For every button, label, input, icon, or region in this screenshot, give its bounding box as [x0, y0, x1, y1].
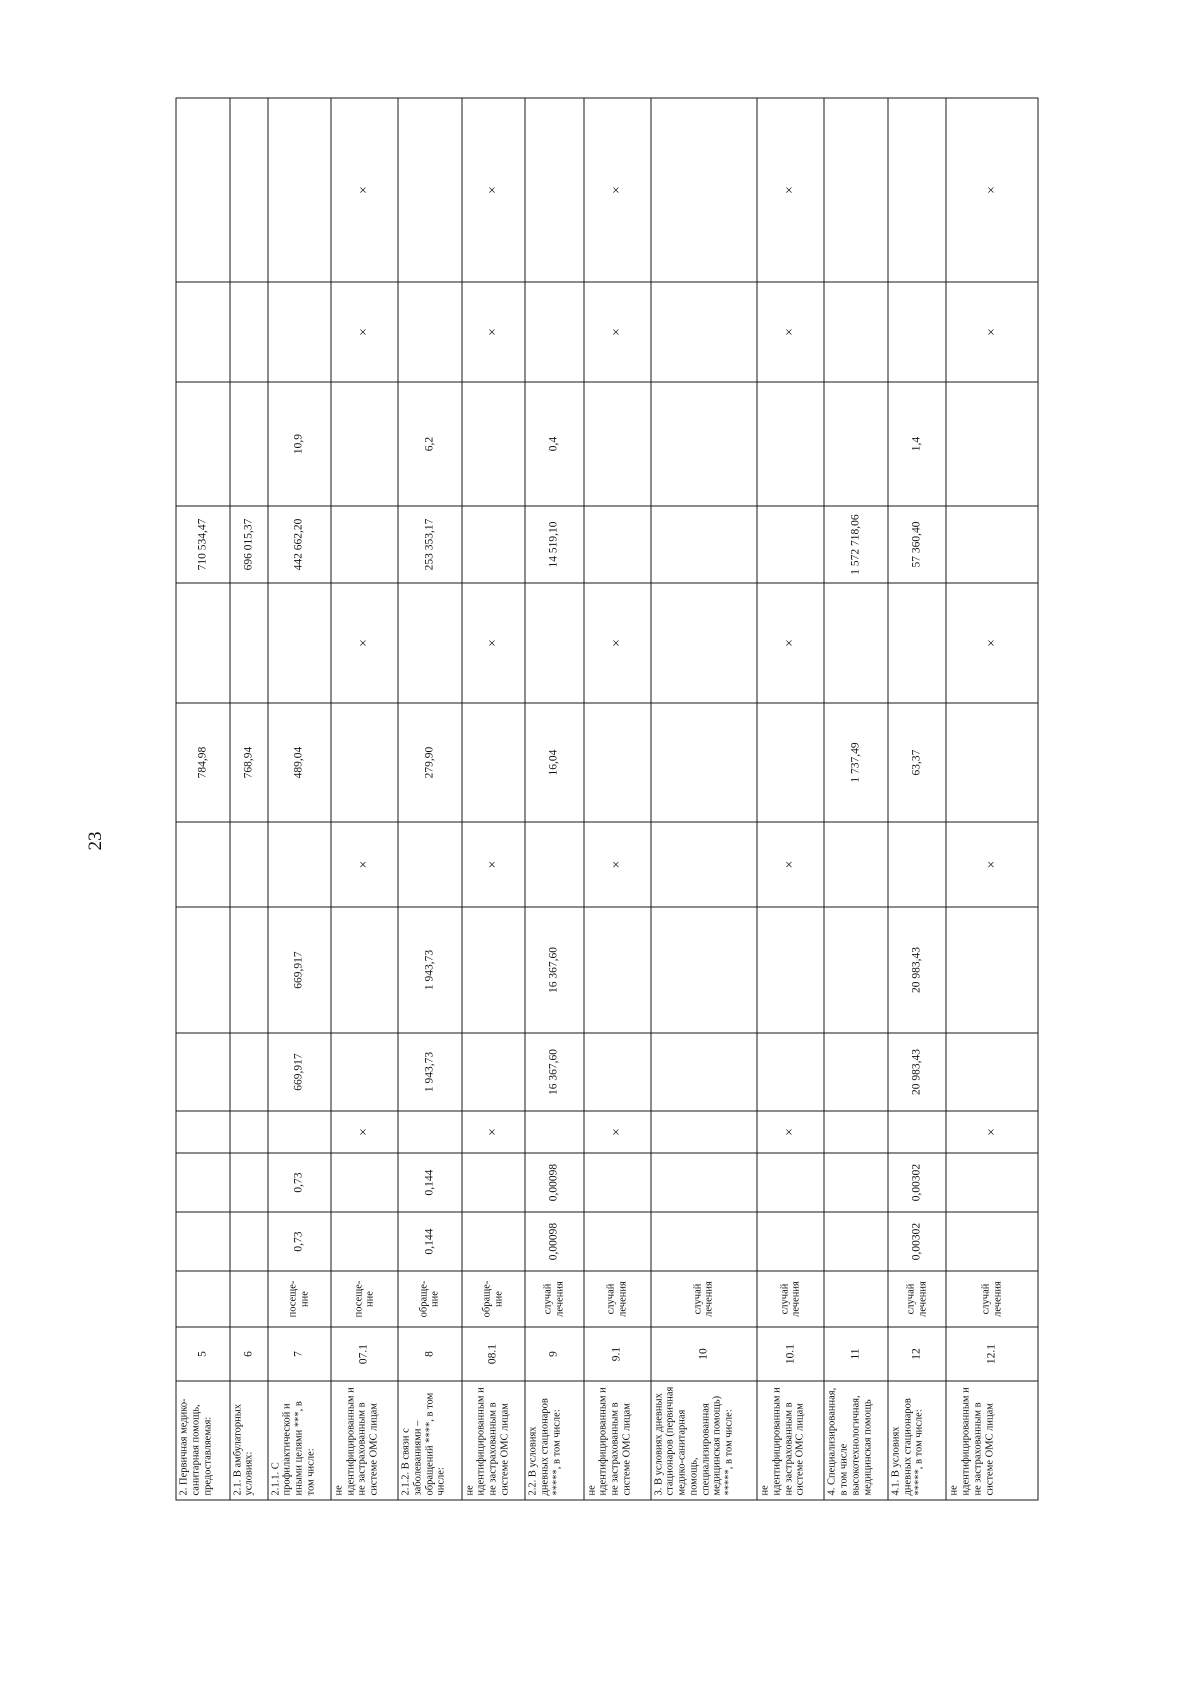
norm-volume-oms [824, 1153, 887, 1212]
unit-cost-total: 1 943,73 [398, 1033, 461, 1111]
cost-total: 253 353,17 [398, 506, 461, 583]
unit-cost-na-cell [267, 822, 330, 907]
norm-volume-total [461, 1212, 524, 1271]
unit-cell [229, 1271, 267, 1327]
unit-cost-total [824, 1033, 887, 1111]
cost-share [461, 382, 524, 506]
per-capita-norm: 489,04 [267, 703, 330, 822]
unit-cost-na-cell [887, 822, 946, 907]
per-capita-na-cell: × [583, 583, 650, 703]
unit-cost-oms [650, 907, 756, 1033]
per-capita-na-cell [887, 583, 946, 703]
cost-total [330, 506, 397, 583]
norm-volume-total: 0,73 [267, 1212, 330, 1271]
per-capita-norm: 63,37 [887, 703, 946, 822]
unit-cost-na-cell: × [946, 822, 1038, 907]
financing-table [175, 97, 1038, 1500]
row-code: 6 [229, 1327, 267, 1381]
financing-table-rotated [175, 98, 1038, 1500]
row-code: 8 [398, 1327, 461, 1381]
norm-volume-oms [330, 1153, 397, 1212]
per-capita-norm: 279,90 [398, 703, 461, 822]
unit-cell: посеще-ние [330, 1271, 397, 1327]
page-number: 23 [85, 831, 106, 851]
unit-cost-oms [946, 907, 1038, 1033]
cost-total: 696 015,37 [229, 506, 267, 583]
cost-na-cell: × [330, 282, 397, 382]
total-na-cell [525, 98, 584, 282]
total-na-cell [650, 98, 756, 282]
cost-total: 1 572 718,06 [824, 506, 887, 583]
per-capita-na-cell [398, 583, 461, 703]
unit-cost-total: 20 983,43 [887, 1033, 946, 1111]
unit-cost-oms [757, 907, 824, 1033]
cost-share [946, 382, 1038, 506]
unit-cost-total [583, 1033, 650, 1111]
norm-volume-total [757, 1212, 824, 1271]
per-capita-norm [330, 703, 397, 822]
total-na-cell [176, 98, 230, 282]
volume-na-cell: × [461, 1111, 524, 1153]
cost-na-cell [229, 282, 267, 382]
total-na-cell: × [946, 98, 1038, 282]
norm-volume-oms [946, 1153, 1038, 1212]
cost-share [229, 382, 267, 506]
norm-volume-oms [650, 1153, 756, 1212]
per-capita-na-cell [229, 583, 267, 703]
table-row [267, 98, 330, 1500]
total-na-cell: × [583, 98, 650, 282]
unit-cost-na-cell: × [583, 822, 650, 907]
total-na-cell: × [757, 98, 824, 282]
table-row [461, 98, 524, 1500]
norm-volume-oms: 0,00098 [525, 1153, 584, 1212]
unit-cost-total: 16 367,60 [525, 1033, 584, 1111]
per-capita-na-cell: × [757, 583, 824, 703]
norm-volume-oms [229, 1153, 267, 1212]
per-capita-norm [583, 703, 650, 822]
row-label: 3. В условиях дневных стационаров (первичная медико-санитарная помощь, специализированная медицинская помощь) *****, в том числе: [650, 1381, 756, 1500]
table-row [887, 98, 946, 1500]
unit-cost-oms [824, 907, 887, 1033]
per-capita-norm: 16,04 [525, 703, 584, 822]
unit-cell: случай лечения [525, 1271, 584, 1327]
cost-share [330, 382, 397, 506]
cost-na-cell: × [946, 282, 1038, 382]
cost-share [757, 382, 824, 506]
volume-na-cell: × [757, 1111, 824, 1153]
cost-share [824, 382, 887, 506]
cost-share [583, 382, 650, 506]
row-code: 9.1 [583, 1327, 650, 1381]
unit-cost-total [330, 1033, 397, 1111]
per-capita-na-cell: × [461, 583, 524, 703]
table-row [946, 98, 1038, 1500]
cost-na-cell [650, 282, 756, 382]
row-label: 2.1. В амбулаторных условиях: [229, 1381, 267, 1500]
per-capita-norm [757, 703, 824, 822]
row-code: 08.1 [461, 1327, 524, 1381]
norm-volume-total [824, 1212, 887, 1271]
unit-cost-oms [229, 907, 267, 1033]
unit-cell: случай лечения [757, 1271, 824, 1327]
table-row [650, 98, 756, 1500]
cost-na-cell: × [757, 282, 824, 382]
norm-volume-total [946, 1212, 1038, 1271]
volume-na-cell [525, 1111, 584, 1153]
per-capita-norm: 768,94 [229, 703, 267, 822]
unit-cost-oms [330, 907, 397, 1033]
table-row [229, 98, 267, 1500]
row-label: не идентифицированным и не застрахованным в системе ОМС лицам [946, 1381, 1038, 1500]
unit-cell: обраще-ние [461, 1271, 524, 1327]
unit-cost-oms: 20 983,43 [887, 907, 946, 1033]
cost-share: 1,4 [887, 382, 946, 506]
unit-cost-total [757, 1033, 824, 1111]
volume-na-cell [398, 1111, 461, 1153]
row-label: не идентифицированным и не застрахованным в системе ОМС лицам [757, 1381, 824, 1500]
row-label: 2.1.2. В связи с заболеваниями – обращений ****, в том числе: [398, 1381, 461, 1500]
norm-volume-total [229, 1212, 267, 1271]
volume-na-cell: × [946, 1111, 1038, 1153]
row-code: 11 [824, 1327, 887, 1381]
total-na-cell [398, 98, 461, 282]
table-row [525, 98, 584, 1500]
norm-volume-total [583, 1212, 650, 1271]
norm-volume-oms [583, 1153, 650, 1212]
norm-volume-total [176, 1212, 230, 1271]
volume-na-cell [650, 1111, 756, 1153]
total-na-cell: × [461, 98, 524, 282]
row-code: 10.1 [757, 1327, 824, 1381]
per-capita-norm [946, 703, 1038, 822]
volume-na-cell: × [583, 1111, 650, 1153]
cost-na-cell [887, 282, 946, 382]
cost-na-cell: × [461, 282, 524, 382]
unit-cost-total [176, 1033, 230, 1111]
cost-na-cell [398, 282, 461, 382]
norm-volume-total: 0,144 [398, 1212, 461, 1271]
unit-cost-total [946, 1033, 1038, 1111]
unit-cost-total [650, 1033, 756, 1111]
per-capita-na-cell: × [946, 583, 1038, 703]
row-label: 2.2. В условиях дневных стационаров *****, в том числе: [525, 1381, 584, 1500]
unit-cell: случай лечения [946, 1271, 1038, 1327]
unit-cell: посеще-ние [267, 1271, 330, 1327]
row-label: 2.1.1. С профилактической и иными целями ***, в том числе: [267, 1381, 330, 1500]
norm-volume-oms [757, 1153, 824, 1212]
per-capita-norm: 1 737,49 [824, 703, 887, 822]
cost-total: 710 534,47 [176, 506, 230, 583]
cost-share [650, 382, 756, 506]
unit-cost-na-cell: × [330, 822, 397, 907]
unit-cost-oms [583, 907, 650, 1033]
per-capita-na-cell [650, 583, 756, 703]
per-capita-norm: 784,98 [176, 703, 230, 822]
row-label: не идентифицированным и не застрахованным в системе ОМС лицам [461, 1381, 524, 1500]
table-row [583, 98, 650, 1500]
unit-cost-na-cell: × [757, 822, 824, 907]
unit-cost-na-cell [176, 822, 230, 907]
unit-cost-na-cell [650, 822, 756, 907]
unit-cost-na-cell [398, 822, 461, 907]
norm-volume-oms: 0,00302 [887, 1153, 946, 1212]
volume-na-cell [267, 1111, 330, 1153]
per-capita-na-cell [267, 583, 330, 703]
row-label: 4.1. В условиях дневных стационаров *****, в том числе: [887, 1381, 946, 1500]
unit-cell [176, 1271, 230, 1327]
cost-total [650, 506, 756, 583]
cost-na-cell [176, 282, 230, 382]
volume-na-cell [887, 1111, 946, 1153]
cost-total [583, 506, 650, 583]
unit-cell: случай лечения [583, 1271, 650, 1327]
per-capita-norm [461, 703, 524, 822]
unit-cost-oms: 1 943,73 [398, 907, 461, 1033]
unit-cost-na-cell [229, 822, 267, 907]
row-code: 12 [887, 1327, 946, 1381]
per-capita-na-cell [176, 583, 230, 703]
per-capita-norm [650, 703, 756, 822]
cost-total [461, 506, 524, 583]
norm-volume-total [330, 1212, 397, 1271]
unit-cost-na-cell [525, 822, 584, 907]
cost-na-cell [267, 282, 330, 382]
unit-cost-na-cell [824, 822, 887, 907]
unit-cell [824, 1271, 887, 1327]
cost-total: 57 360,40 [887, 506, 946, 583]
row-label: 4. Специализированная, в том числе высокотехнологичная, медицинская помощь [824, 1381, 887, 1500]
unit-cell: случай лечения [887, 1271, 946, 1327]
total-na-cell [267, 98, 330, 282]
cost-total: 442 662,20 [267, 506, 330, 583]
total-na-cell [887, 98, 946, 282]
table-row [757, 98, 824, 1500]
unit-cost-total [229, 1033, 267, 1111]
per-capita-na-cell [824, 583, 887, 703]
table-row [824, 98, 887, 1500]
row-code: 07.1 [330, 1327, 397, 1381]
cost-total: 14 519,10 [525, 506, 584, 583]
norm-volume-oms [176, 1153, 230, 1212]
table-row [330, 98, 397, 1500]
unit-cost-oms [176, 907, 230, 1033]
cost-na-cell [824, 282, 887, 382]
volume-na-cell: × [330, 1111, 397, 1153]
row-code: 10 [650, 1327, 756, 1381]
row-code: 5 [176, 1327, 230, 1381]
unit-cost-total: 669,917 [267, 1033, 330, 1111]
unit-cost-oms: 669,917 [267, 907, 330, 1033]
cost-share: 10,9 [267, 382, 330, 506]
norm-volume-oms: 0,73 [267, 1153, 330, 1212]
per-capita-na-cell: × [330, 583, 397, 703]
unit-cost-total [461, 1033, 524, 1111]
cost-na-cell [525, 282, 584, 382]
cost-total [946, 506, 1038, 583]
unit-cost-na-cell: × [461, 822, 524, 907]
norm-volume-oms: 0,144 [398, 1153, 461, 1212]
cost-share [176, 382, 230, 506]
unit-cost-oms [461, 907, 524, 1033]
row-label: 2. Первичная медико-санитарная помощь, предоставляемая: [176, 1381, 230, 1500]
table-row [398, 98, 461, 1500]
unit-cell: обраще-ние [398, 1271, 461, 1327]
row-label: не идентифицированным и не застрахованным в системе ОМС лицам [330, 1381, 397, 1500]
volume-na-cell [229, 1111, 267, 1153]
cost-share: 0,4 [525, 382, 584, 506]
norm-volume-oms [461, 1153, 524, 1212]
row-code: 12.1 [946, 1327, 1038, 1381]
row-code: 7 [267, 1327, 330, 1381]
row-code: 9 [525, 1327, 584, 1381]
cost-total [757, 506, 824, 583]
total-na-cell: × [330, 98, 397, 282]
volume-na-cell [176, 1111, 230, 1153]
per-capita-na-cell [525, 583, 584, 703]
total-na-cell [824, 98, 887, 282]
norm-volume-total: 0,00302 [887, 1212, 946, 1271]
unit-cost-oms: 16 367,60 [525, 907, 584, 1033]
norm-volume-total: 0,00098 [525, 1212, 584, 1271]
unit-cell: случай лечения [650, 1271, 756, 1327]
cost-share: 6,2 [398, 382, 461, 506]
norm-volume-total [650, 1212, 756, 1271]
cost-na-cell: × [583, 282, 650, 382]
total-na-cell [229, 98, 267, 282]
row-label: не идентифицированным и не застрахованным в системе ОМС лицам [583, 1381, 650, 1500]
volume-na-cell [824, 1111, 887, 1153]
table-row [176, 98, 230, 1500]
